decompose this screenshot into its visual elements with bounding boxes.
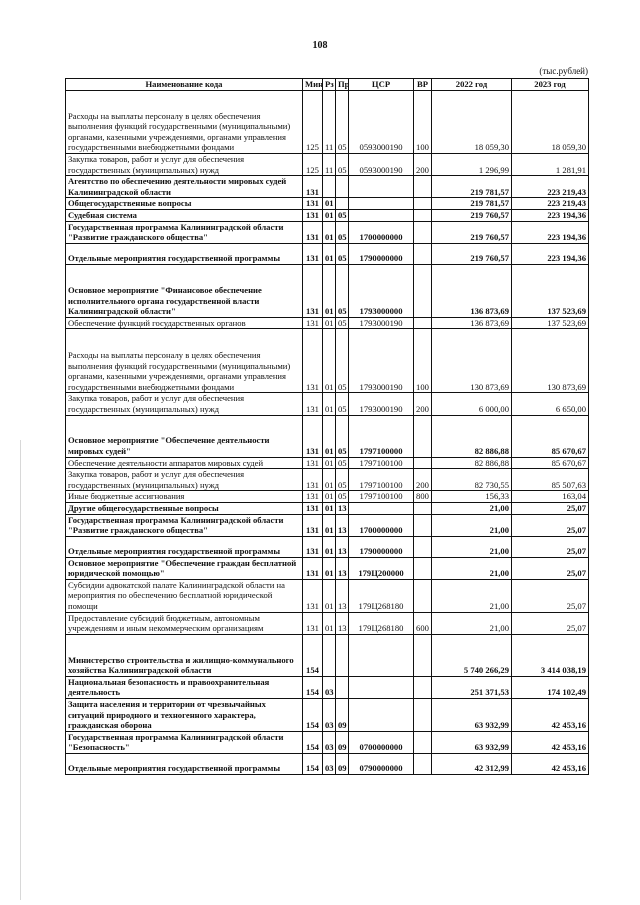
cell-2022: 42 312,99 (432, 754, 512, 775)
cell-pr (336, 634, 349, 676)
cell-vr (414, 634, 432, 676)
table-row (66, 154, 589, 176)
cell-min: 131 (303, 198, 323, 210)
cell-vr (414, 176, 432, 198)
cell-min: 131 (303, 329, 323, 393)
table-row (66, 415, 589, 457)
cell-vr (414, 502, 432, 514)
cell-2023: 223 219,43 (512, 198, 589, 210)
cell-min: 131 (303, 415, 323, 457)
cell-2022: 130 873,69 (432, 329, 512, 393)
cell-name: Государственная программа Калининградской области "Безопасность" (66, 731, 303, 753)
cell-2022: 21,00 (432, 579, 512, 612)
table-row (66, 676, 589, 698)
cell-min: 125 (303, 91, 323, 154)
table-row (66, 699, 589, 732)
cell-min: 154 (303, 699, 323, 732)
cell-2022: 63 932,99 (432, 731, 512, 753)
cell-2022: 156,33 (432, 491, 512, 503)
cell-name: Судебная система (66, 209, 303, 221)
cell-rz: 01 (323, 415, 336, 457)
cell-name: Защита населения и территории от чрезвычайных ситуаций природного и техногенного характера, гражданская оборона (66, 699, 303, 732)
cell-csr: 1797100100 (349, 457, 414, 469)
cell-vr (414, 579, 432, 612)
cell-csr: 1793000190 (349, 329, 414, 393)
units-label: (тыс.рублей) (539, 66, 588, 76)
table-row (66, 393, 589, 415)
cell-vr (414, 731, 432, 753)
cell-vr (414, 317, 432, 329)
cell-name: Государственная программа Калининградской области "Развитие гражданского общества" (66, 514, 303, 536)
cell-name: Основное мероприятие "Обеспечение деятельности мировых судей" (66, 415, 303, 457)
cell-pr: 05 (336, 457, 349, 469)
cell-vr (414, 514, 432, 536)
cell-min: 131 (303, 491, 323, 503)
cell-2023: 25,07 (512, 579, 589, 612)
cell-csr: 1700000000 (349, 514, 414, 536)
cell-vr: 600 (414, 612, 432, 634)
table-row (66, 317, 589, 329)
table-row (66, 514, 589, 536)
cell-csr: 1797100000 (349, 415, 414, 457)
cell-min: 131 (303, 579, 323, 612)
cell-csr: 0790000000 (349, 754, 414, 775)
cell-min: 131 (303, 557, 323, 579)
cell-min: 154 (303, 731, 323, 753)
cell-csr: 179Ц268180 (349, 612, 414, 634)
cell-csr (349, 699, 414, 732)
cell-rz: 01 (323, 221, 336, 243)
cell-min: 131 (303, 457, 323, 469)
cell-rz: 01 (323, 317, 336, 329)
cell-2022: 21,00 (432, 612, 512, 634)
cell-rz: 01 (323, 457, 336, 469)
cell-rz: 01 (323, 198, 336, 210)
cell-min: 131 (303, 317, 323, 329)
cell-vr: 200 (414, 393, 432, 415)
cell-2022: 82 886,88 (432, 457, 512, 469)
cell-2022: 63 932,99 (432, 699, 512, 732)
cell-rz: 01 (323, 264, 336, 317)
cell-2022: 136 873,69 (432, 317, 512, 329)
cell-2023: 1 281,91 (512, 154, 589, 176)
cell-name: Отдельные мероприятия государственной программы (66, 754, 303, 775)
cell-name: Закупка товаров, работ и услуг для обеспечения государственных (муниципальных) нужд (66, 154, 303, 176)
cell-2022: 251 371,53 (432, 676, 512, 698)
cell-pr: 05 (336, 317, 349, 329)
cell-pr: 05 (336, 491, 349, 503)
cell-min: 154 (303, 634, 323, 676)
cell-2023: 223 219,43 (512, 176, 589, 198)
cell-csr (349, 634, 414, 676)
cell-min: 131 (303, 221, 323, 243)
cell-name: Отдельные мероприятия государственной программы (66, 243, 303, 264)
cell-csr: 1700000000 (349, 221, 414, 243)
cell-vr (414, 457, 432, 469)
cell-name: Субсидии адвокатской палате Калининградской области на мероприятия по обеспечению бесплатной юридической помощи (66, 579, 303, 612)
cell-pr: 05 (336, 469, 349, 491)
cell-2023: 85 507,63 (512, 469, 589, 491)
cell-rz: 03 (323, 754, 336, 775)
cell-2022: 18 059,30 (432, 91, 512, 154)
cell-name: Министерство строительства и жилищно-коммунального хозяйства Калининградской области (66, 634, 303, 676)
table-row (66, 612, 589, 634)
cell-rz: 03 (323, 676, 336, 698)
cell-name: Общегосударственные вопросы (66, 198, 303, 210)
table-row (66, 221, 589, 243)
cell-2022: 82 886,88 (432, 415, 512, 457)
cell-2023: 25,07 (512, 612, 589, 634)
cell-2023: 42 453,16 (512, 731, 589, 753)
cell-pr (336, 176, 349, 198)
cell-2023: 85 670,67 (512, 415, 589, 457)
table-row (66, 198, 589, 210)
cell-pr: 05 (336, 243, 349, 264)
cell-vr (414, 243, 432, 264)
cell-min: 131 (303, 264, 323, 317)
cell-2022: 5 740 266,29 (432, 634, 512, 676)
cell-2022: 21,00 (432, 514, 512, 536)
cell-2022: 82 730,55 (432, 469, 512, 491)
cell-2023: 25,07 (512, 536, 589, 557)
cell-csr (349, 676, 414, 698)
cell-vr (414, 209, 432, 221)
cell-rz: 01 (323, 469, 336, 491)
cell-pr (336, 198, 349, 210)
cell-name: Иные бюджетные ассигнования (66, 491, 303, 503)
cell-pr (336, 676, 349, 698)
cell-rz: 11 (323, 154, 336, 176)
header-vr: ВР (414, 79, 432, 91)
budget-table (65, 78, 589, 775)
header-min: Мин (303, 79, 323, 91)
cell-rz (323, 176, 336, 198)
cell-pr: 05 (336, 209, 349, 221)
cell-vr: 100 (414, 91, 432, 154)
cell-2023: 6 650,00 (512, 393, 589, 415)
header-2023: 2023 год (512, 79, 589, 91)
cell-2022: 136 873,69 (432, 264, 512, 317)
cell-2023: 18 059,30 (512, 91, 589, 154)
cell-min: 131 (303, 469, 323, 491)
cell-2022: 21,00 (432, 502, 512, 514)
table-row (66, 536, 589, 557)
table-row (66, 502, 589, 514)
table-row (66, 557, 589, 579)
cell-2023: 42 453,16 (512, 754, 589, 775)
cell-rz: 01 (323, 536, 336, 557)
cell-csr (349, 209, 414, 221)
cell-rz: 01 (323, 209, 336, 221)
cell-2023: 25,07 (512, 514, 589, 536)
cell-rz: 03 (323, 731, 336, 753)
table-row (66, 91, 589, 154)
cell-name: Обеспечение функций государственных органов (66, 317, 303, 329)
cell-rz: 01 (323, 502, 336, 514)
cell-rz: 01 (323, 612, 336, 634)
cell-2022: 219 760,57 (432, 221, 512, 243)
cell-min: 131 (303, 502, 323, 514)
cell-pr: 13 (336, 502, 349, 514)
cell-2022: 219 781,57 (432, 176, 512, 198)
cell-pr: 05 (336, 221, 349, 243)
cell-vr: 200 (414, 469, 432, 491)
cell-pr: 13 (336, 557, 349, 579)
cell-min: 131 (303, 536, 323, 557)
cell-name: Государственная программа Калининградской области "Развитие гражданского общества" (66, 221, 303, 243)
cell-rz: 01 (323, 243, 336, 264)
header-csr: ЦСР (349, 79, 414, 91)
cell-2023: 130 873,69 (512, 329, 589, 393)
cell-rz: 01 (323, 557, 336, 579)
cell-pr: 05 (336, 329, 349, 393)
table-row (66, 243, 589, 264)
cell-vr (414, 557, 432, 579)
cell-csr: 1797100100 (349, 491, 414, 503)
cell-csr: 1797100100 (349, 469, 414, 491)
table-row (66, 754, 589, 775)
cell-name: Агентство по обеспечению деятельности мировых судей Калининградской области (66, 176, 303, 198)
cell-csr: 1790000000 (349, 536, 414, 557)
cell-rz: 03 (323, 699, 336, 732)
page-number: 108 (312, 40, 328, 51)
cell-2022: 21,00 (432, 536, 512, 557)
cell-2022: 6 000,00 (432, 393, 512, 415)
cell-rz: 01 (323, 491, 336, 503)
cell-2023: 25,07 (512, 502, 589, 514)
table-row (66, 491, 589, 503)
cell-csr: 179Ц268180 (349, 579, 414, 612)
table-header-row (66, 79, 589, 91)
cell-csr: 0593000190 (349, 154, 414, 176)
cell-pr: 09 (336, 754, 349, 775)
table-row (66, 209, 589, 221)
cell-rz: 01 (323, 329, 336, 393)
cell-2023: 42 453,16 (512, 699, 589, 732)
cell-vr (414, 264, 432, 317)
header-pr: Пр (336, 79, 349, 91)
cell-vr (414, 699, 432, 732)
cell-name: Расходы на выплаты персоналу в целях обеспечения выполнения функций государственными (муниципальными) органами, казенными учреждениями, органами управления государственными внебюджетными фондами (66, 91, 303, 154)
cell-2022: 219 781,57 (432, 198, 512, 210)
cell-vr (414, 676, 432, 698)
cell-2023: 137 523,69 (512, 317, 589, 329)
cell-csr: 1793000190 (349, 393, 414, 415)
cell-csr: 1793000000 (349, 264, 414, 317)
cell-vr (414, 221, 432, 243)
cell-vr (414, 536, 432, 557)
cell-min: 131 (303, 243, 323, 264)
cell-name: Другие общегосударственные вопросы (66, 502, 303, 514)
cell-2022: 219 760,57 (432, 243, 512, 264)
cell-min: 131 (303, 612, 323, 634)
cell-name: Предоставление субсидий бюджетным, автономным учреждениям и иным некоммерческим организациям (66, 612, 303, 634)
cell-vr (414, 198, 432, 210)
cell-2023: 137 523,69 (512, 264, 589, 317)
table-row (66, 329, 589, 393)
cell-name: Закупка товаров, работ и услуг для обеспечения государственных (муниципальных) нужд (66, 469, 303, 491)
cell-vr: 100 (414, 329, 432, 393)
cell-min: 154 (303, 754, 323, 775)
cell-2023: 25,07 (512, 557, 589, 579)
cell-csr: 1793000190 (349, 317, 414, 329)
table-row (66, 176, 589, 198)
cell-pr: 05 (336, 264, 349, 317)
cell-2022: 219 760,57 (432, 209, 512, 221)
cell-pr: 09 (336, 699, 349, 732)
table-row (66, 469, 589, 491)
cell-2023: 3 414 038,19 (512, 634, 589, 676)
cell-name: Расходы на выплаты персоналу в целях обеспечения выполнения функций государственными (муниципальными) органами, казенными учреждениями, органами управления государственными внебюджетными фондами (66, 329, 303, 393)
cell-name: Национальная безопасность и правоохранительная деятельность (66, 676, 303, 698)
cell-min: 131 (303, 176, 323, 198)
cell-pr: 05 (336, 91, 349, 154)
cell-min: 131 (303, 393, 323, 415)
cell-name: Отдельные мероприятия государственной программы (66, 536, 303, 557)
cell-vr: 200 (414, 154, 432, 176)
cell-pr: 13 (336, 579, 349, 612)
header-name: Наименование кода (66, 79, 303, 91)
cell-name: Закупка товаров, работ и услуг для обеспечения государственных (муниципальных) нужд (66, 393, 303, 415)
cell-csr (349, 198, 414, 210)
cell-pr: 05 (336, 415, 349, 457)
cell-name: Основное мероприятие "Обеспечение граждан бесплатной юридической помощью" (66, 557, 303, 579)
cell-min: 125 (303, 154, 323, 176)
cell-csr: 0593000190 (349, 91, 414, 154)
header-rz: Рз (323, 79, 336, 91)
cell-pr: 05 (336, 393, 349, 415)
table-row (66, 264, 589, 317)
cell-pr: 09 (336, 731, 349, 753)
cell-csr (349, 176, 414, 198)
cell-2022: 1 296,99 (432, 154, 512, 176)
header-2022: 2022 год (432, 79, 512, 91)
scan-margin-line (20, 440, 21, 900)
cell-csr: 0700000000 (349, 731, 414, 753)
cell-vr (414, 415, 432, 457)
cell-vr (414, 754, 432, 775)
cell-2022: 21,00 (432, 557, 512, 579)
cell-pr: 05 (336, 154, 349, 176)
cell-rz: 11 (323, 91, 336, 154)
cell-name: Основное мероприятие "Финансовое обеспечение исполнительного органа государственной власти Калининградской области" (66, 264, 303, 317)
cell-2023: 174 102,49 (512, 676, 589, 698)
cell-vr: 800 (414, 491, 432, 503)
cell-pr: 13 (336, 514, 349, 536)
cell-csr (349, 502, 414, 514)
cell-2023: 223 194,36 (512, 209, 589, 221)
cell-2023: 85 670,67 (512, 457, 589, 469)
cell-name: Обеспечение деятельности аппаратов мировых судей (66, 457, 303, 469)
table-row (66, 731, 589, 753)
cell-csr: 179Ц200000 (349, 557, 414, 579)
cell-min: 131 (303, 209, 323, 221)
cell-rz: 01 (323, 393, 336, 415)
cell-pr: 13 (336, 536, 349, 557)
cell-rz (323, 634, 336, 676)
cell-rz: 01 (323, 579, 336, 612)
cell-csr: 1790000000 (349, 243, 414, 264)
cell-rz: 01 (323, 514, 336, 536)
cell-2023: 223 194,36 (512, 221, 589, 243)
cell-2023: 163,04 (512, 491, 589, 503)
cell-min: 154 (303, 676, 323, 698)
cell-pr: 13 (336, 612, 349, 634)
table-row (66, 457, 589, 469)
table-row (66, 634, 589, 676)
table-row (66, 579, 589, 612)
cell-2023: 223 194,36 (512, 243, 589, 264)
table-body (66, 91, 589, 775)
cell-min: 131 (303, 514, 323, 536)
